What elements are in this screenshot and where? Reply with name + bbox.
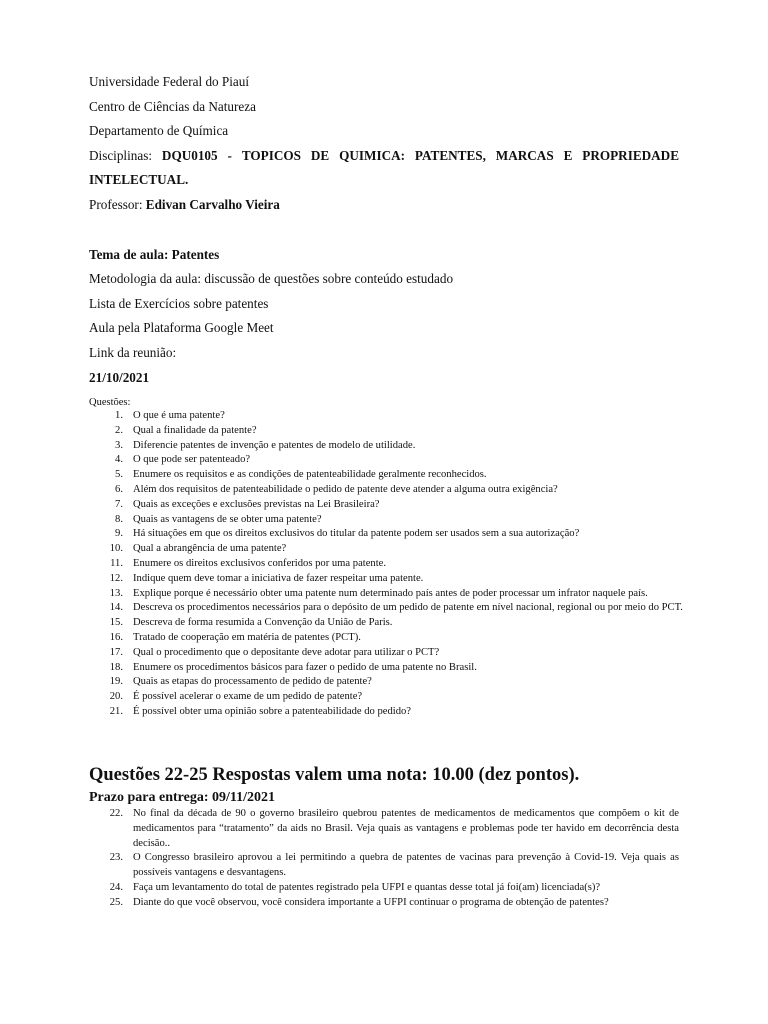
- question-text: Descreva de forma resumida a Convenção da União de Paris.: [133, 617, 393, 629]
- graded-section-title: Questões 22-25 Respostas valem uma nota: 10.00 (dez pontos).: [89, 765, 580, 785]
- professor-name: Edivan Carvalho Vieira: [145, 196, 280, 212]
- question-number: 6.: [115, 483, 123, 495]
- question-item: [89, 439, 689, 454]
- question-number: 18.: [109, 661, 123, 673]
- deadline: Prazo para entrega: 09/11/2021: [89, 790, 275, 805]
- question-item: [89, 527, 689, 542]
- question-text: É possível obter uma opinião sobre a patenteabilidade do pedido?: [133, 705, 412, 717]
- question-number: 16.: [109, 631, 123, 643]
- question-text: Faça um levantamento do total de patentes registrado pela UFPI e quantas desse total já foi(am) licenciada(s)?: [133, 881, 601, 893]
- question-number: 19.: [109, 676, 123, 688]
- questions-list: [89, 409, 689, 720]
- meeting-link-label: Link da reunião:: [89, 344, 177, 360]
- question-item: [89, 881, 679, 896]
- question-number: 23.: [109, 852, 123, 864]
- question-text: Enumere os requisitos e as condições de patenteabilidade geralmente reconhecidos.: [133, 469, 487, 481]
- question-number: 20.: [109, 691, 123, 703]
- question-number: 22.: [109, 808, 123, 819]
- discipline-name-continued: INTELECTUAL.: [89, 172, 189, 188]
- question-text: O que é uma patente?: [133, 410, 225, 421]
- question-text: O Congresso brasileiro aprovou a lei permitindo a quebra de patentes de vacinas para prevenção à Covid-19. Veja quais as possíveis vantagens e desvantagens.: [133, 852, 679, 879]
- lesson-methodology: Metodologia da aula: discussão de questões sobre conteúdo estudado: [89, 271, 454, 287]
- question-item: [89, 587, 689, 602]
- question-number: 15.: [109, 617, 123, 629]
- question-item: [89, 601, 689, 616]
- discipline-line: [89, 144, 679, 169]
- question-number: 9.: [115, 528, 123, 540]
- question-item: [89, 572, 689, 587]
- question-number: 12.: [109, 572, 123, 584]
- document-header: [89, 70, 679, 390]
- question-number: 17.: [109, 646, 123, 658]
- question-number: 1.: [115, 410, 123, 421]
- question-text: Indique quem deve tomar a iniciativa de fazer respeitar uma patente.: [133, 572, 424, 584]
- question-item: [89, 807, 679, 851]
- question-number: 5.: [115, 469, 123, 481]
- question-number: 21.: [109, 705, 123, 717]
- question-text: Descreva os procedimentos necessários para o depósito de um pedido de patente em nível nacional, regional ou por meio do PCT.: [133, 602, 683, 614]
- question-text: O que pode ser patenteado?: [133, 454, 251, 466]
- lesson-date: 21/10/2021: [89, 369, 150, 385]
- question-text: Qual a abrangência de uma patente?: [133, 543, 287, 555]
- question-text: Diante do que você observou, você considera importante a UFPI continuar o programa de obtenção de patentes?: [133, 896, 609, 908]
- question-text: Qual o procedimento que o depositante deve adotar para utilizar o PCT?: [133, 646, 440, 658]
- question-item: [89, 468, 689, 483]
- question-number: 13.: [109, 587, 123, 599]
- exercise-list-label: Lista de Exercícios sobre patentes: [89, 295, 269, 311]
- question-text: É possível acelerar o exame de um pedido de patente?: [133, 691, 363, 703]
- question-number: 10.: [109, 543, 123, 555]
- lesson-theme: Tema de aula: Patentes: [89, 246, 220, 262]
- professor-line: [89, 193, 679, 218]
- questions-section: [89, 392, 689, 720]
- question-text: Quais as vantagens de se obter uma patente?: [133, 513, 322, 525]
- university-name: Universidade Federal do Piauí: [89, 74, 250, 89]
- question-number: 25.: [109, 896, 123, 908]
- question-item: [89, 424, 689, 439]
- disciplines-label: Disciplinas:: [89, 147, 162, 163]
- question-text: Além dos requisitos de patenteabilidade o pedido de patente deve atender a alguma outra exigência?: [133, 483, 558, 495]
- question-item: [89, 631, 689, 646]
- question-item: [89, 409, 689, 424]
- question-number: 3.: [115, 439, 123, 451]
- question-text: No final da década de 90 o governo brasileiro quebrou patentes de medicamentos de medicamentos que compõem o kit de medicamentos para “tratamento” da aids no Brasil. Veja quais as vantagens e problemas pode ter havido em decorrência desta decisão..: [133, 808, 679, 849]
- question-item: [89, 896, 679, 911]
- question-number: 2.: [115, 424, 123, 436]
- center-name: Centro de Ciências da Natureza: [89, 98, 256, 114]
- question-text: Qual a finalidade da patente?: [133, 424, 257, 436]
- platform-label: Aula pela Plataforma Google Meet: [89, 320, 274, 336]
- question-item: [89, 851, 679, 881]
- question-text: Enumere os direitos exclusivos conferidos por uma patente.: [133, 557, 387, 569]
- question-text: Tratado de cooperação em matéria de patentes (PCT).: [133, 631, 361, 643]
- questions-label: Questões:: [89, 397, 131, 408]
- department-name: Departamento de Química: [89, 123, 229, 139]
- question-text: Quais as exceções e exclusões previstas na Lei Brasileira?: [133, 498, 380, 510]
- question-number: 24.: [109, 881, 123, 893]
- graded-questions-list: [89, 807, 679, 911]
- question-item: [89, 453, 689, 468]
- question-item: [89, 513, 689, 528]
- question-item: [89, 646, 689, 661]
- question-item: [89, 498, 689, 513]
- question-text: Há situações em que os direitos exclusivos do titular da patente podem ser usados sem a sua autorização?: [133, 528, 580, 540]
- question-number: 7.: [115, 498, 123, 510]
- question-number: 11.: [110, 557, 123, 569]
- question-text: Enumere os procedimentos básicos para fazer o pedido de uma patente no Brasil.: [133, 661, 477, 673]
- professor-label: Professor:: [89, 196, 146, 212]
- question-text: Diferencie patentes de invenção e patentes de modelo de utilidade.: [133, 439, 416, 451]
- question-item: [89, 675, 689, 690]
- question-item: [89, 690, 689, 705]
- question-item: [89, 557, 689, 572]
- question-item: [89, 616, 689, 631]
- question-text: Explique porque é necessário obter uma patente num determinado país antes de poder processar um infrator naquele país.: [133, 587, 648, 599]
- question-item: [89, 705, 689, 720]
- discipline-code: DQU0105 -: [161, 147, 232, 163]
- question-text: Quais as etapas do processamento de pedido de patente?: [133, 676, 372, 688]
- discipline-name: TOPICOS DE QUIMICA: PATENTES, MARCAS E PROPRIEDADE: [241, 147, 679, 163]
- question-item: [89, 661, 689, 676]
- graded-questions-section: [89, 807, 679, 911]
- question-number: 8.: [115, 513, 123, 525]
- question-item: [89, 483, 689, 498]
- question-number: 4.: [115, 454, 123, 466]
- question-item: [89, 542, 689, 557]
- question-number: 14.: [109, 602, 123, 614]
